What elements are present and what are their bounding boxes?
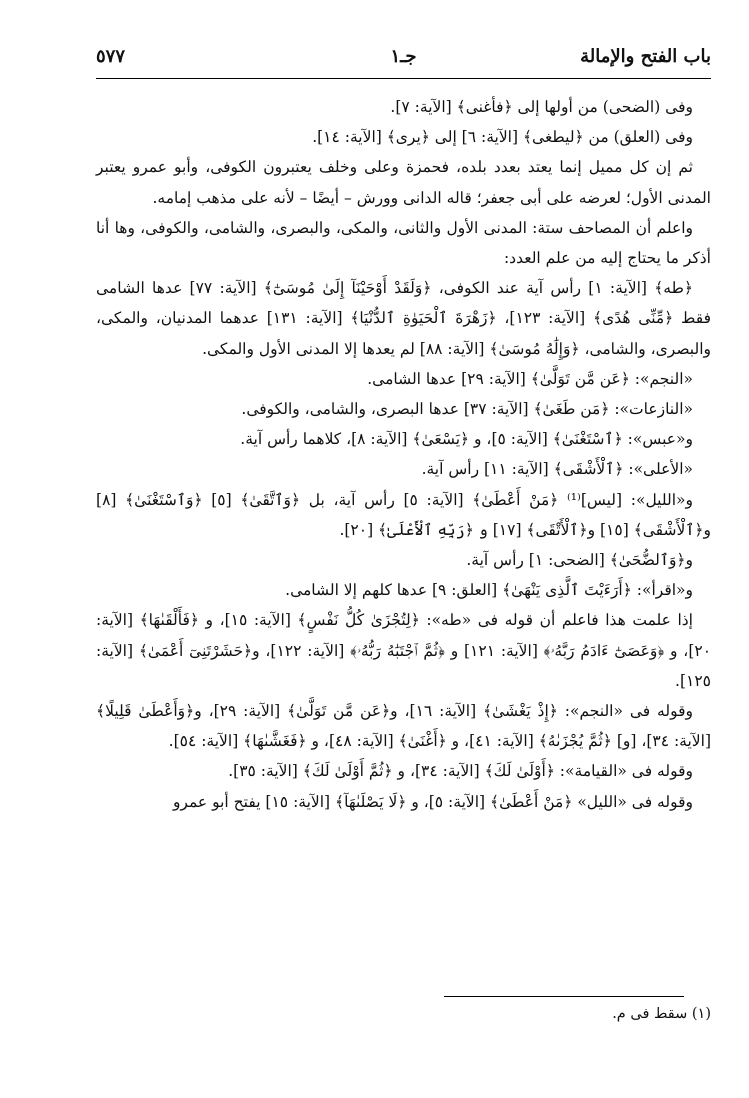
paragraph: وقوله فى «الليل» ﴿مَنْ أَعْطَىٰ﴾ [الآية: ٥]، و ﴿لَا يَصْلَىٰهَآ﴾ [الآية: ١٥] يفتح أبو عمرو <box>172 792 693 811</box>
chapter-title: باب الفتح والإمالة <box>580 46 711 67</box>
footnote-separator <box>444 996 684 997</box>
paragraph: ﴿طه﴾ [الآية: ١] رأس آية عند الكوفى، ﴿وَلَقَدْ أَوْحَيْنَآ إِلَىٰ مُوسَىٰٓ﴾ [الآية: ٧٧] عدها الشامى فقط ﴿مِّنِّى هُدًى﴾ [الآية: ١٢٣]، ﴿زَهْرَةَ ٱلْحَيَوٰةِ ٱلدُّنْيَا﴾ [الآية: ١٣١] عدهما المدنيان، والمكى، والبصرى، والشامى، ﴿وَإِلَٰهُ مُوسَىٰ﴾ [الآية: ٨٨] لم يعدها إلا المدنى الأول والمكى. <box>96 279 711 358</box>
paragraph: ثم إن كل مميل إنما يعتد بعدد بلده، فحمزة وعلى وخلف يعتبرون الكوفى، وأبو عمرو يعتبر المدنى الأول؛ لعرضه على أبى جعفر؛ قاله الدانى وورش – أيضًا – لأنه على مذهب إمامه. <box>96 158 711 207</box>
page-number: ٥٧٧ <box>96 46 126 67</box>
paragraph: و«عبس»: ﴿ٱسْتَغْنَىٰ﴾ [الآية: ٥]، و ﴿يَسْعَىٰ﴾ [الآية: ٨]، كلاهما رأس آية. <box>240 430 693 449</box>
paragraph: و﴿وَٱلضُّحَىٰ﴾ [الضحى: ١] رأس آية. <box>466 551 693 570</box>
paragraph: وفى (الضحى) من أولها إلى ﴿فأغنى﴾ [الآية: ٧]. <box>390 98 693 116</box>
paragraph: «النجم»: ﴿عَن مَّن تَوَلَّىٰ﴾ [الآية: ٢٩] عدها الشامى. <box>367 369 693 388</box>
paragraph: و«اقرأ»: ﴿أَرَءَيْتَ ٱلَّذِى يَنْهَىٰ﴾ [العلق: ٩] عدها كلهم إلا الشامى. <box>285 581 693 600</box>
paragraph: وفى (العلق) من ﴿ليطغى﴾ [الآية: ٦] إلى ﴿يرى﴾ [الآية: ١٤]. <box>312 128 693 147</box>
paragraph: «النازعات»: ﴿مَن طَغَىٰ﴾ [الآية: ٣٧] عدها البصرى، والشامى، والكوفى. <box>241 400 693 419</box>
running-header <box>96 44 711 79</box>
paragraph: إذا علمت هذا فاعلم أن قوله فى «طه»: ﴿لِتُجْزَىٰ كُلُّ نَفْسٍ﴾ [الآية: ١٥]، و ﴿فَأَلْقَىٰهَا﴾ [الآية: ٢٠]، و ﴿وَعَصَىٰٓ ءَادَمُ رَبَّهُۥ﴾ [الآية: ١٢١] و ﴿ثُمَّ ٱجْتَبَٰهُ رَبُّهُۥ﴾ [الآية: ١٢٢]، و﴿حَشَرْتَنِىٓ أَعْمَىٰ﴾ [الآية: ١٢٥]. <box>96 611 712 690</box>
paragraph: واعلم أن المصاحف ستة: المدنى الأول والثانى، والمكى، والبصرى، والشامى، والكوفى، وها أنا أذكر ما يحتاج إليه من علم العدد: <box>96 218 711 268</box>
paragraph: وقوله فى «النجم»: ﴿إِذْ يَغْشَىٰ﴾ [الآية: ١٦]، و﴿عَن مَّن تَوَلَّىٰ﴾ [الآية: ٢٩]، و﴿وَأَعْطَىٰ قَلِيلًا﴾ [الآية: ٣٤]، [و] ﴿ثُمَّ يُجْزَىٰهُ﴾ [الآية: ٤١]، و ﴿أَغْنَىٰ﴾ [الآية: ٤٨]، و ﴿فَغَشَّىٰهَا﴾ [الآية: ٥٤]. <box>96 702 711 751</box>
main-text <box>96 92 711 817</box>
footnote: (١) سقط فى م. <box>612 1006 711 1022</box>
paragraph: و«الليل»: [ليس]⁽¹⁾ ﴿مَنْ أَعْطَىٰ﴾ [الآية: ٥] رأس آية، بل ﴿وَٱتَّقَىٰ﴾ [٥] ﴿وَٱسْتَغْنَىٰ﴾ [٨] و﴿ٱلْأَشْقَى﴾ [١٥] و﴿ٱلْأَتْقَى﴾ [١٧] و ﴿رَبِّهِ ٱلْأَعْلَىٰ﴾ [٢٠]. <box>96 490 711 539</box>
paragraph: وقوله فى «القيامة»: ﴿أَوْلَىٰ لَكَ﴾ [الآية: ٣٤]، و ﴿ثُمَّ أَوْلَىٰ لَكَ﴾ [الآية: ٣٥]. <box>228 762 693 781</box>
volume-number: جـ١ <box>390 46 417 67</box>
paragraph: «الأعلى»: ﴿ٱلْأَشْقَى﴾ [الآية: ١١] رأس آية. <box>421 460 693 479</box>
